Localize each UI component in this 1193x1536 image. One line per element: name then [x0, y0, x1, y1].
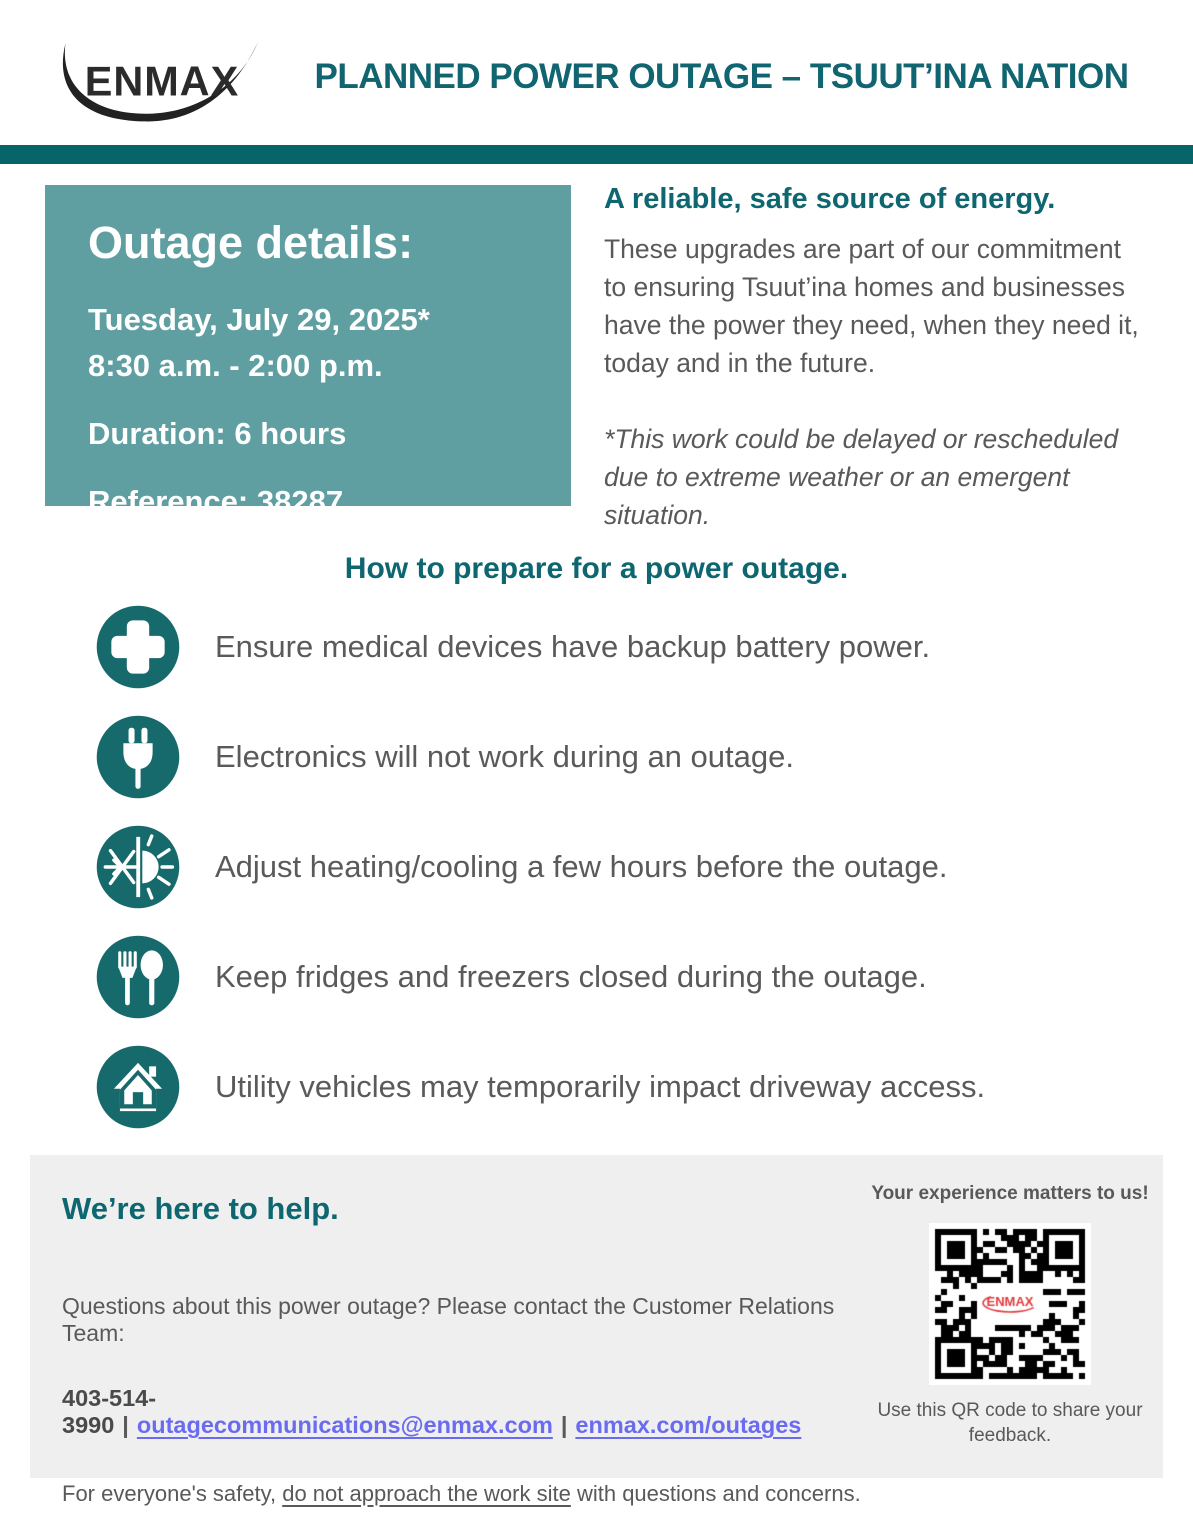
safety-prefix: For everyone's safety,: [62, 1481, 283, 1506]
outage-duration: Duration: 6 hours: [88, 416, 347, 451]
footer-qr-column: [870, 1183, 1150, 1448]
page-title: PLANNED POWER OUTAGE – TSUUT’INA NATION: [314, 57, 1129, 96]
fork-spoon-icon: [95, 934, 181, 1020]
email-link[interactable]: outagecommunications@enmax.com: [136, 1412, 553, 1438]
list-item-text: Utility vehicles may temporarily impact driveway access.: [215, 1069, 986, 1104]
intro-note: *This work could be delayed or rescheduled due to extreme weather or an emergent situation.: [604, 424, 1119, 530]
intro-section: [604, 183, 1144, 534]
footer-question-text: Questions about this power outage? Please contact the Customer Relations Team:: [62, 1293, 835, 1346]
enmax-logo: [52, 30, 264, 130]
intro-heading: A reliable, safe source of energy.: [604, 183, 1056, 215]
outage-reference: Reference: 38287: [88, 484, 344, 519]
qr-caption: Use this QR code to share your feedback.: [877, 1400, 1143, 1446]
separator: |: [122, 1412, 129, 1438]
power-plug-icon: [95, 714, 181, 800]
list-item: [95, 604, 1135, 690]
list-item: [95, 714, 1135, 800]
outage-details-heading: Outage details:: [88, 217, 414, 268]
list-item-text: Electronics will not work during an outage.: [215, 739, 794, 774]
list-item: [95, 824, 1135, 910]
list-item-text: Keep fridges and freezers closed during the outage.: [215, 959, 927, 994]
list-item-text: Ensure medical devices have backup battery power.: [215, 629, 931, 664]
footer-contact-line: [62, 1385, 872, 1439]
footer-help-section: [30, 1155, 1163, 1506]
outage-time: 8:30 a.m. - 2:00 p.m.: [88, 348, 383, 383]
enmax-logo-text: ENMAX: [84, 57, 240, 105]
prepare-list: [95, 604, 1135, 1154]
safety-suffix: with questions and concerns.: [570, 1481, 861, 1506]
outage-details-box: [45, 185, 571, 519]
header-divider-bar: [0, 145, 1193, 164]
phone-number: 403-514-3990: [62, 1385, 157, 1438]
list-item-text: Adjust heating/cooling a few hours before the outage.: [215, 849, 948, 884]
separator: |: [560, 1412, 568, 1438]
outage-date: Tuesday, July 29, 2025*: [88, 302, 430, 337]
medical-cross-icon: [95, 604, 181, 690]
intro-body: These upgrades are part of our commitment to ensuring Tsuut’ina homes and businesses have the power they need, when they need it, today and in the future.: [604, 234, 1139, 378]
house-icon: [95, 1044, 181, 1130]
footer-contact-column: [62, 1191, 872, 1507]
list-item: [95, 1044, 1135, 1130]
heating-cooling-icon: [95, 824, 181, 910]
prepare-heading: How to prepare for a power outage.: [344, 552, 849, 585]
outages-website-link[interactable]: enmax.com/outages: [575, 1412, 802, 1438]
enmax-logo-swoosh-icon: [52, 30, 264, 130]
list-item: [95, 934, 1135, 1020]
qr-title: Your experience matters to us!: [871, 1183, 1149, 1204]
footer-heading: We’re here to help.: [62, 1191, 339, 1226]
qr-code: [929, 1223, 1091, 1385]
safety-underlined: do not approach the work site: [282, 1481, 571, 1506]
footer-safety-text: [62, 1481, 872, 1507]
